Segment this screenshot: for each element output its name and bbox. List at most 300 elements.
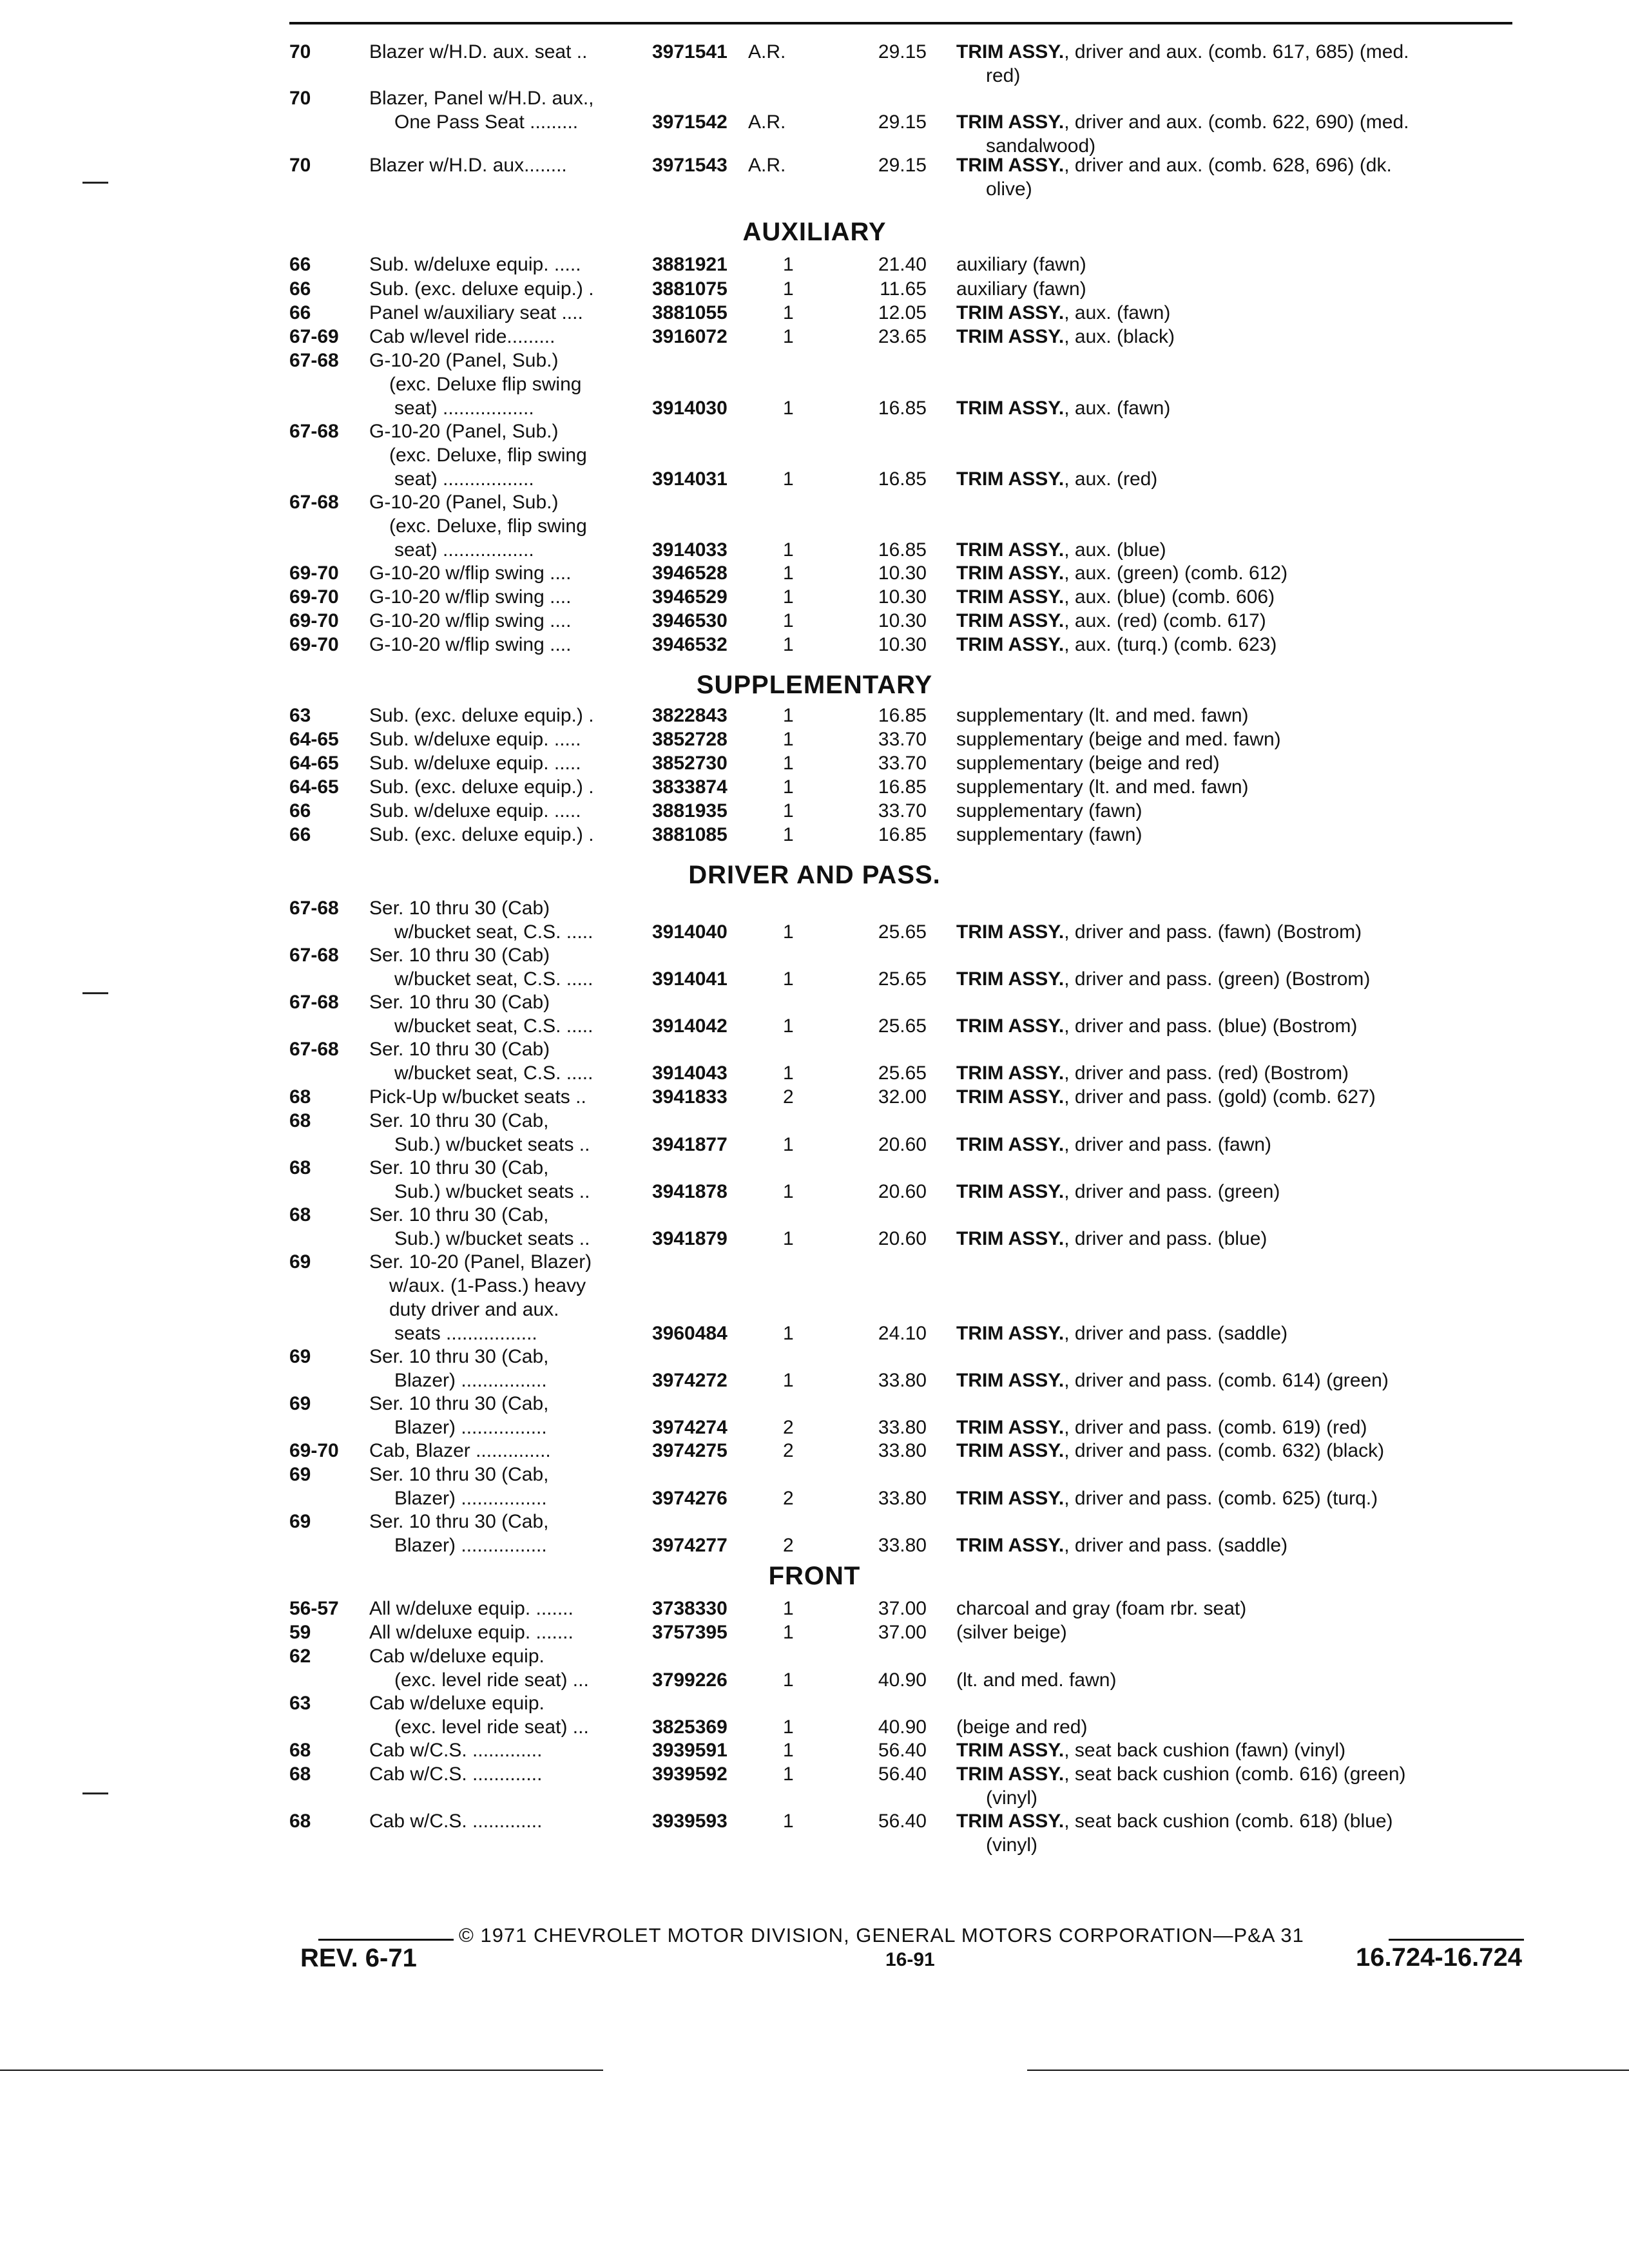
description-line bbox=[956, 110, 1409, 134]
description-text: charcoal and gray (foam rbr. seat) bbox=[956, 1598, 1247, 1619]
part-number: 3960484 bbox=[652, 1323, 728, 1344]
price: 10.30 bbox=[878, 634, 927, 655]
description-text: (vinyl) bbox=[986, 1787, 1037, 1809]
application-line: Ser. 10 thru 30 (Cab, bbox=[369, 1346, 549, 1367]
trim-assy-label: TRIM ASSY. bbox=[956, 968, 1065, 990]
description-line bbox=[956, 799, 1142, 823]
model-year: 64-65 bbox=[289, 729, 339, 750]
trim-assy-label: TRIM ASSY. bbox=[956, 539, 1065, 561]
price: 33.70 bbox=[878, 753, 927, 774]
application-line: Ser. 10 thru 30 (Cab, bbox=[369, 1464, 549, 1485]
quantity: 1 bbox=[783, 326, 794, 347]
description-line bbox=[956, 1533, 1287, 1557]
model-year: 63 bbox=[289, 705, 311, 726]
application-line: Ser. 10-20 (Panel, Blazer) bbox=[369, 1251, 592, 1273]
model-year: 56-57 bbox=[289, 1598, 339, 1619]
description-line bbox=[956, 823, 1142, 847]
application-line: Ser. 10 thru 30 (Cab, bbox=[369, 1157, 549, 1178]
description-text: , aux. (red) bbox=[1064, 468, 1158, 490]
trim-assy-label: TRIM ASSY. bbox=[956, 1134, 1065, 1155]
quantity: 1 bbox=[783, 800, 794, 822]
trim-assy-label: TRIM ASSY. bbox=[956, 1763, 1065, 1785]
description-line bbox=[956, 727, 1281, 751]
quantity: 1 bbox=[783, 1228, 794, 1249]
section-range: 16.724-16.724 bbox=[1355, 1943, 1522, 1972]
trim-assy-label: TRIM ASSY. bbox=[956, 1488, 1065, 1509]
description-line bbox=[956, 277, 1086, 301]
description-text: , aux. (fawn) bbox=[1064, 302, 1171, 323]
quantity: 1 bbox=[783, 1622, 794, 1643]
part-number: 3941879 bbox=[652, 1228, 728, 1249]
description-text: , driver and pass. (fawn) (Bostrom) bbox=[1064, 921, 1362, 943]
description-text: supplementary (beige and red) bbox=[956, 753, 1220, 774]
application-line: G-10-20 (Panel, Sub.) bbox=[369, 492, 559, 513]
trim-assy-label: TRIM ASSY. bbox=[956, 1740, 1065, 1761]
quantity: 1 bbox=[783, 1062, 794, 1084]
description-text: , driver and pass. (saddle) bbox=[1064, 1535, 1288, 1556]
price: 25.65 bbox=[878, 1015, 927, 1037]
description-line bbox=[956, 920, 1362, 944]
trim-assy-label: TRIM ASSY. bbox=[956, 1181, 1065, 1202]
trim-assy-label: TRIM ASSY. bbox=[956, 1015, 1065, 1037]
quantity: 1 bbox=[783, 776, 794, 798]
model-year: 62 bbox=[289, 1646, 311, 1667]
application-line: Cab, Blazer .............. bbox=[369, 1440, 551, 1461]
quantity: 1 bbox=[783, 968, 794, 990]
copyright-line: © 1971 CHEVROLET MOTOR DIVISION, GENERAL MOTORS CORPORATION—P&A 31 bbox=[459, 1924, 1304, 1946]
quantity: 1 bbox=[783, 1811, 794, 1832]
trim-assy-label: TRIM ASSY. bbox=[956, 1228, 1065, 1249]
trim-assy-label: TRIM ASSY. bbox=[956, 111, 1065, 133]
section-heading: FRONT bbox=[768, 1562, 861, 1590]
application-line: seat) ................. bbox=[394, 398, 534, 419]
application-line: One Pass Seat ......... bbox=[394, 111, 579, 133]
description-text: supplementary (lt. and med. fawn) bbox=[956, 705, 1249, 726]
price: 56.40 bbox=[878, 1811, 927, 1832]
part-number: 3946528 bbox=[652, 562, 728, 584]
description-text: , aux. (blue) (comb. 606) bbox=[1064, 586, 1275, 608]
part-number: 3971542 bbox=[652, 111, 728, 133]
description-text: , seat back cushion (fawn) (vinyl) bbox=[1064, 1740, 1346, 1761]
application-line: Sub. (exc. deluxe equip.) . bbox=[369, 278, 594, 300]
price: 16.85 bbox=[878, 539, 927, 561]
part-number: 3974277 bbox=[652, 1535, 728, 1556]
description-line bbox=[956, 396, 1170, 420]
part-number: 3799226 bbox=[652, 1669, 728, 1691]
description-line bbox=[986, 1786, 1037, 1810]
revision-label: REV. 6-71 bbox=[300, 1944, 417, 1972]
model-year: 63 bbox=[289, 1693, 311, 1714]
part-number: 3916072 bbox=[652, 326, 728, 347]
description-text: , aux. (turq.) (comb. 623) bbox=[1064, 634, 1277, 655]
quantity: 1 bbox=[783, 302, 794, 323]
description-line bbox=[956, 585, 1275, 609]
application-line: duty driver and aux. bbox=[389, 1299, 559, 1320]
price: 20.60 bbox=[878, 1228, 927, 1249]
quantity: 2 bbox=[783, 1535, 794, 1556]
application-line: (exc. Deluxe, flip swing bbox=[389, 515, 587, 537]
part-number: 3941878 bbox=[652, 1181, 728, 1202]
description-text: (vinyl) bbox=[986, 1834, 1037, 1856]
model-year: 69 bbox=[289, 1511, 311, 1532]
application-line: Sub.) w/bucket seats .. bbox=[394, 1181, 590, 1202]
quantity: 1 bbox=[783, 1763, 794, 1785]
application-line: (exc. level ride seat) ... bbox=[394, 1669, 589, 1691]
application-line: Blazer) ................ bbox=[394, 1488, 547, 1509]
price: 33.80 bbox=[878, 1535, 927, 1556]
description-text: , aux. (blue) bbox=[1064, 539, 1166, 561]
model-year: 68 bbox=[289, 1086, 311, 1108]
quantity: 1 bbox=[783, 1370, 794, 1391]
part-number: 3881921 bbox=[652, 254, 728, 275]
part-number: 3881075 bbox=[652, 278, 728, 300]
application-line: Pick-Up w/bucket seats .. bbox=[369, 1086, 586, 1108]
application-line: w/bucket seat, C.S. ..... bbox=[394, 1062, 593, 1084]
application-line: (exc. Deluxe flip swing bbox=[389, 374, 582, 395]
trim-assy-label: TRIM ASSY. bbox=[956, 155, 1065, 176]
description-line bbox=[956, 1597, 1246, 1620]
trim-assy-label: TRIM ASSY. bbox=[956, 302, 1065, 323]
part-number: 3946532 bbox=[652, 634, 728, 655]
description-line bbox=[956, 1369, 1389, 1392]
part-number: 3946529 bbox=[652, 586, 728, 608]
trim-assy-label: TRIM ASSY. bbox=[956, 610, 1065, 631]
part-number: 3971543 bbox=[652, 155, 728, 176]
model-year: 70 bbox=[289, 41, 311, 62]
price: 33.80 bbox=[878, 1370, 927, 1391]
application-line: Sub. (exc. deluxe equip.) . bbox=[369, 824, 594, 845]
application-line: All w/deluxe equip. ....... bbox=[369, 1598, 574, 1619]
model-year: 67-68 bbox=[289, 492, 339, 513]
application-line: Sub. (exc. deluxe equip.) . bbox=[369, 776, 594, 798]
application-line: Blazer w/H.D. aux........ bbox=[369, 155, 567, 176]
price: 20.60 bbox=[878, 1134, 927, 1155]
part-number: 3852730 bbox=[652, 753, 728, 774]
part-number: 3825369 bbox=[652, 1716, 728, 1738]
price: 16.85 bbox=[878, 468, 927, 490]
quantity: 1 bbox=[783, 1181, 794, 1202]
application-line: Ser. 10 thru 30 (Cab, bbox=[369, 1110, 549, 1131]
price: 33.70 bbox=[878, 729, 927, 750]
price: 25.65 bbox=[878, 1062, 927, 1084]
application-line: w/bucket seat, C.S. ..... bbox=[394, 921, 593, 943]
description-line bbox=[956, 1227, 1267, 1251]
description-text: , driver and pass. (comb. 625) (turq.) bbox=[1064, 1488, 1378, 1509]
application-line: Sub. (exc. deluxe equip.) . bbox=[369, 705, 594, 726]
price: 23.65 bbox=[878, 326, 927, 347]
model-year: 68 bbox=[289, 1157, 311, 1178]
description-line bbox=[956, 1715, 1087, 1739]
model-year: 69-70 bbox=[289, 562, 339, 584]
description-line bbox=[956, 561, 1287, 585]
description-text: supplementary (fawn) bbox=[956, 800, 1142, 822]
margin-mark bbox=[82, 992, 108, 994]
quantity: 2 bbox=[783, 1488, 794, 1509]
quantity: 2 bbox=[783, 1417, 794, 1438]
part-number: 3833874 bbox=[652, 776, 728, 798]
trim-assy-label: TRIM ASSY. bbox=[956, 1417, 1065, 1438]
model-year: 69 bbox=[289, 1393, 311, 1414]
quantity: 1 bbox=[783, 729, 794, 750]
description-line bbox=[986, 177, 1032, 201]
description-text: , driver and pass. (fawn) bbox=[1064, 1134, 1272, 1155]
part-number: 3939592 bbox=[652, 1763, 728, 1785]
description-line bbox=[956, 1014, 1357, 1038]
model-year: 64-65 bbox=[289, 776, 339, 798]
price: 20.60 bbox=[878, 1181, 927, 1202]
quantity: 1 bbox=[783, 705, 794, 726]
price: 24.10 bbox=[878, 1323, 927, 1344]
quantity: 1 bbox=[783, 468, 794, 490]
quantity: 2 bbox=[783, 1440, 794, 1461]
description-line bbox=[956, 1416, 1367, 1439]
trim-assy-label: TRIM ASSY. bbox=[956, 41, 1065, 62]
description-line bbox=[956, 609, 1266, 633]
description-text: , driver and pass. (comb. 632) (black) bbox=[1064, 1440, 1385, 1461]
description-text: auxiliary (fawn) bbox=[956, 254, 1086, 275]
description-text: supplementary (lt. and med. fawn) bbox=[956, 776, 1249, 798]
model-year: 68 bbox=[289, 1110, 311, 1131]
application-line: Blazer) ................ bbox=[394, 1370, 547, 1391]
quantity: 1 bbox=[783, 921, 794, 943]
description-line bbox=[956, 1061, 1349, 1085]
part-number: 3939591 bbox=[652, 1740, 728, 1761]
description-line bbox=[956, 1762, 1406, 1786]
description-line bbox=[956, 325, 1175, 349]
part-number: 3974274 bbox=[652, 1417, 728, 1438]
price: 10.30 bbox=[878, 562, 927, 584]
part-number: 3881935 bbox=[652, 800, 728, 822]
quantity: 1 bbox=[783, 824, 794, 845]
model-year: 67-68 bbox=[289, 421, 339, 442]
part-number: 3914033 bbox=[652, 539, 728, 561]
description-text: , driver and aux. (comb. 628, 696) (dk. bbox=[1064, 155, 1392, 176]
application-line: Cab w/deluxe equip. bbox=[369, 1693, 545, 1714]
margin-mark bbox=[82, 182, 108, 184]
description-line bbox=[956, 1486, 1378, 1510]
trim-assy-label: TRIM ASSY. bbox=[956, 921, 1065, 943]
quantity: 1 bbox=[783, 1323, 794, 1344]
application-line: Cab w/C.S. ............. bbox=[369, 1740, 543, 1761]
application-line: G-10-20 w/flip swing .... bbox=[369, 586, 572, 608]
trim-assy-label: TRIM ASSY. bbox=[956, 634, 1065, 655]
application-line: Cab w/C.S. ............. bbox=[369, 1811, 543, 1832]
part-number: 3914043 bbox=[652, 1062, 728, 1084]
margin-mark bbox=[82, 1792, 108, 1794]
section-heading: AUXILIARY bbox=[742, 218, 887, 246]
model-year: 64-65 bbox=[289, 753, 339, 774]
price: 10.30 bbox=[878, 610, 927, 631]
application-line: G-10-20 (Panel, Sub.) bbox=[369, 350, 559, 371]
application-line: Ser. 10 thru 30 (Cab, bbox=[369, 1204, 549, 1225]
trim-assy-label: TRIM ASSY. bbox=[956, 1440, 1065, 1461]
price: 16.85 bbox=[878, 824, 927, 845]
application-line: Cab w/deluxe equip. bbox=[369, 1646, 545, 1667]
price: 11.65 bbox=[880, 278, 927, 300]
price: 33.70 bbox=[878, 800, 927, 822]
price: 33.80 bbox=[878, 1417, 927, 1438]
description-text: red) bbox=[986, 65, 1021, 86]
application-line: G-10-20 w/flip swing .... bbox=[369, 610, 572, 631]
model-year: 66 bbox=[289, 278, 311, 300]
bottom-rule-right bbox=[1027, 2070, 1629, 2071]
description-line bbox=[956, 1668, 1116, 1692]
description-line bbox=[956, 40, 1409, 64]
description-line bbox=[956, 1133, 1271, 1157]
part-number: 3757395 bbox=[652, 1622, 728, 1643]
description-line bbox=[956, 1620, 1067, 1644]
description-line bbox=[956, 1085, 1376, 1109]
model-year: 66 bbox=[289, 824, 311, 845]
description-line bbox=[956, 633, 1277, 657]
part-number: 3914031 bbox=[652, 468, 728, 490]
application-line: Ser. 10 thru 30 (Cab) bbox=[369, 992, 550, 1013]
description-line bbox=[956, 301, 1170, 325]
model-year: 66 bbox=[289, 302, 311, 323]
description-text: , driver and pass. (blue) bbox=[1064, 1228, 1268, 1249]
description-text: , seat back cushion (comb. 618) (blue) bbox=[1064, 1811, 1393, 1832]
application-line: All w/deluxe equip. ....... bbox=[369, 1622, 574, 1643]
part-number: 3941877 bbox=[652, 1134, 728, 1155]
price: 56.40 bbox=[878, 1740, 927, 1761]
description-text: , driver and pass. (comb. 614) (green) bbox=[1064, 1370, 1389, 1391]
application-line: Blazer) ................ bbox=[394, 1535, 547, 1556]
description-line bbox=[956, 1809, 1393, 1833]
footer-rule-left bbox=[318, 1939, 454, 1941]
description-text: olive) bbox=[986, 178, 1032, 200]
application-line: w/bucket seat, C.S. ..... bbox=[394, 1015, 593, 1037]
description-text: , aux. (red) (comb. 617) bbox=[1064, 610, 1266, 631]
application-line: Sub. w/deluxe equip. ..... bbox=[369, 753, 581, 774]
model-year: 67-68 bbox=[289, 350, 339, 371]
description-text: , driver and pass. (comb. 619) (red) bbox=[1064, 1417, 1367, 1438]
application-line: Sub. w/deluxe equip. ..... bbox=[369, 729, 581, 750]
description-text: , seat back cushion (comb. 616) (green) bbox=[1064, 1763, 1406, 1785]
description-text: , aux. (black) bbox=[1064, 326, 1175, 347]
description-line bbox=[956, 704, 1249, 727]
application-line: seat) ................. bbox=[394, 539, 534, 561]
quantity: 1 bbox=[783, 1716, 794, 1738]
application-line: (exc. level ride seat) ... bbox=[394, 1716, 589, 1738]
description-line bbox=[986, 1833, 1037, 1857]
price: 29.15 bbox=[878, 155, 927, 176]
quantity: 1 bbox=[783, 586, 794, 608]
footer-rule-right bbox=[1389, 1939, 1524, 1941]
application-line: Blazer) ................ bbox=[394, 1417, 547, 1438]
description-text: (silver beige) bbox=[956, 1622, 1067, 1643]
trim-assy-label: TRIM ASSY. bbox=[956, 468, 1065, 490]
application-line: G-10-20 w/flip swing .... bbox=[369, 562, 572, 584]
model-year: 66 bbox=[289, 800, 311, 822]
description-line bbox=[956, 253, 1086, 276]
model-year: 69-70 bbox=[289, 1440, 339, 1461]
description-text: supplementary (beige and med. fawn) bbox=[956, 729, 1281, 750]
quantity: 1 bbox=[783, 254, 794, 275]
model-year: 69 bbox=[289, 1346, 311, 1367]
part-number: 3914042 bbox=[652, 1015, 728, 1037]
quantity: 1 bbox=[783, 398, 794, 419]
price: 25.65 bbox=[878, 968, 927, 990]
application-line: Ser. 10 thru 30 (Cab, bbox=[369, 1511, 549, 1532]
application-line: Sub.) w/bucket seats .. bbox=[394, 1228, 590, 1249]
top-rule bbox=[289, 22, 1512, 24]
quantity: 1 bbox=[783, 278, 794, 300]
part-number: 3941833 bbox=[652, 1086, 728, 1108]
model-year: 67-68 bbox=[289, 945, 339, 966]
price: 21.40 bbox=[878, 254, 927, 275]
part-number: 3971541 bbox=[652, 41, 728, 62]
price: 32.00 bbox=[878, 1086, 927, 1108]
price: 40.90 bbox=[878, 1716, 927, 1738]
quantity: 1 bbox=[783, 1669, 794, 1691]
quantity: 1 bbox=[783, 1134, 794, 1155]
price: 56.40 bbox=[878, 1763, 927, 1785]
model-year: 69 bbox=[289, 1464, 311, 1485]
description-line bbox=[956, 1321, 1287, 1345]
price: 10.30 bbox=[878, 586, 927, 608]
application-line: Cab w/C.S. ............. bbox=[369, 1763, 543, 1785]
application-line: Ser. 10 thru 30 (Cab, bbox=[369, 1393, 549, 1414]
model-year: 68 bbox=[289, 1740, 311, 1761]
description-line bbox=[956, 1738, 1345, 1762]
application-line: Blazer w/H.D. aux. seat .. bbox=[369, 41, 588, 62]
description-line bbox=[956, 1180, 1280, 1204]
application-line: Ser. 10 thru 30 (Cab) bbox=[369, 1039, 550, 1060]
description-line bbox=[956, 538, 1166, 562]
application-line: Panel w/auxiliary seat .... bbox=[369, 302, 583, 323]
description-line bbox=[986, 64, 1020, 88]
part-number: 3738330 bbox=[652, 1598, 728, 1619]
description-text: sandalwood) bbox=[986, 135, 1096, 157]
description-text: , driver and pass. (green) bbox=[1064, 1181, 1280, 1202]
trim-assy-label: TRIM ASSY. bbox=[956, 586, 1065, 608]
description-text: , aux. (fawn) bbox=[1064, 398, 1171, 419]
quantity: A.R. bbox=[748, 41, 786, 62]
quantity: 1 bbox=[783, 1015, 794, 1037]
quantity: 1 bbox=[783, 634, 794, 655]
application-line: G-10-20 w/flip swing .... bbox=[369, 634, 572, 655]
trim-assy-label: TRIM ASSY. bbox=[956, 1323, 1065, 1344]
model-year: 69-70 bbox=[289, 586, 339, 608]
quantity: 1 bbox=[783, 1598, 794, 1619]
description-line bbox=[956, 467, 1157, 491]
model-year: 59 bbox=[289, 1622, 311, 1643]
model-year: 67-68 bbox=[289, 898, 339, 919]
quantity: 1 bbox=[783, 562, 794, 584]
trim-assy-label: TRIM ASSY. bbox=[956, 398, 1065, 419]
description-line bbox=[956, 751, 1220, 775]
model-year: 69-70 bbox=[289, 634, 339, 655]
trim-assy-label: TRIM ASSY. bbox=[956, 1811, 1065, 1832]
section-heading: DRIVER AND PASS. bbox=[688, 861, 941, 889]
quantity: 1 bbox=[783, 610, 794, 631]
description-text: , driver and aux. (comb. 617, 685) (med. bbox=[1064, 41, 1409, 62]
quantity: A.R. bbox=[748, 155, 786, 176]
trim-assy-label: TRIM ASSY. bbox=[956, 1535, 1065, 1556]
part-number: 3974275 bbox=[652, 1440, 728, 1461]
quantity: A.R. bbox=[748, 111, 786, 133]
application-line: seats ................. bbox=[394, 1323, 537, 1344]
trim-assy-label: TRIM ASSY. bbox=[956, 562, 1065, 584]
section-heading: SUPPLEMENTARY bbox=[696, 671, 933, 699]
part-number: 3822843 bbox=[652, 705, 728, 726]
application-line: Sub. w/deluxe equip. ..... bbox=[369, 254, 581, 275]
application-line: Sub.) w/bucket seats .. bbox=[394, 1134, 590, 1155]
model-year: 67-68 bbox=[289, 992, 339, 1013]
quantity: 1 bbox=[783, 1740, 794, 1761]
description-text: (lt. and med. fawn) bbox=[956, 1669, 1117, 1691]
application-line: w/bucket seat, C.S. ..... bbox=[394, 968, 593, 990]
